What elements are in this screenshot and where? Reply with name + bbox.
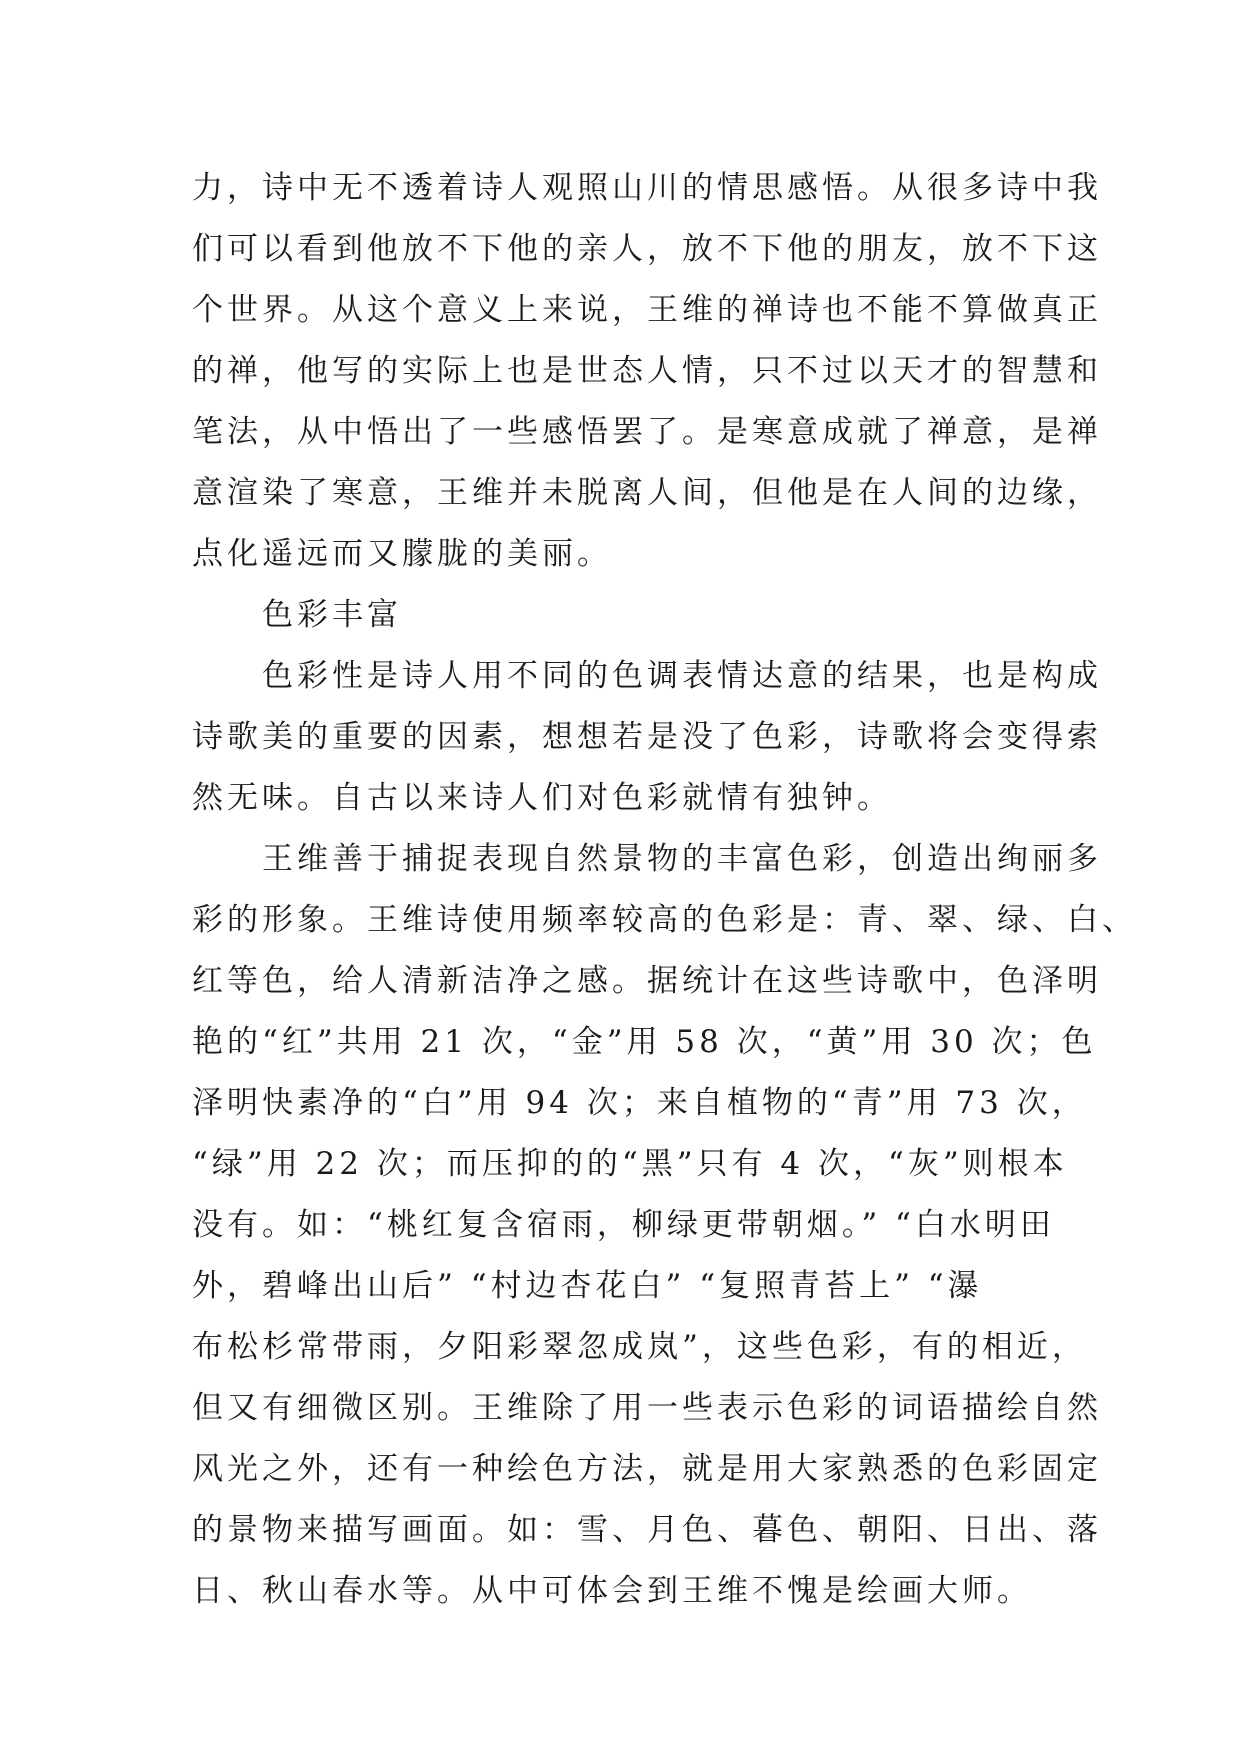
document-body (192, 158, 1137, 1622)
text-line: “绿”用 22 次；而压抑的的“黑”只有 4 次，“灰”则根本 (192, 1146, 1068, 1182)
text-line: 红等色，给人清新洁净之感。据统计在这些诗歌中，色泽明 (192, 963, 1102, 999)
text-line: 布松杉常带雨，夕阳彩翠忽成岚”，这些色彩，有的相近， (192, 1329, 1087, 1365)
text-line: 泽明快素净的“白”用 94 次；来自植物的“青”用 73 次， (192, 1085, 1087, 1121)
text-line: 笔法，从中悟出了一些感悟罢了。是寒意成就了禅意，是禅 (192, 414, 1102, 450)
text-line: 但又有细微区别。王维除了用一些表示色彩的词语描绘自然 (192, 1390, 1102, 1426)
text-line: 点化遥远而又朦胧的美丽。 (192, 536, 612, 572)
text-line: 风光之外，还有一种绘色方法，就是用大家熟悉的色彩固定 (192, 1451, 1102, 1487)
text-line: 力，诗中无不透着诗人观照山川的情思感悟。从很多诗中我 (192, 170, 1102, 206)
text-line: 诗歌美的重要的因素，想想若是没了色彩，诗歌将会变得索 (192, 719, 1102, 755)
paragraph (192, 158, 1102, 585)
section-heading (192, 585, 1062, 646)
section-heading-text: 色彩丰富 (262, 597, 402, 633)
text-line: 艳的“红”共用 21 次，“金”用 58 次，“黄”用 30 次；色 (192, 1024, 1097, 1060)
paragraph (192, 829, 1137, 1622)
text-line: 王维善于捕捉表现自然景物的丰富色彩，创造出绚丽多 (262, 841, 1102, 877)
text-line: 个世界。从这个意义上来说，王维的禅诗也不能不算做真正 (192, 292, 1102, 328)
text-line: 的景物来描写画面。如：雪、月色、暮色、朝阳、日出、落 (192, 1512, 1102, 1548)
text-line: 然无味。自古以来诗人们对色彩就情有独钟。 (192, 780, 892, 816)
text-line: 没有。如：“桃红复含宿雨，柳绿更带朝烟。” “白水明田 (192, 1207, 1055, 1243)
text-line: 们可以看到他放不下他的亲人，放不下他的朋友，放不下这 (192, 231, 1102, 267)
text-line: 日、秋山春水等。从中可体会到王维不愧是绘画大师。 (192, 1573, 1032, 1609)
text-line: 意渲染了寒意，王维并未脱离人间，但他是在人间的边缘， (192, 475, 1102, 511)
text-line: 彩的形象。王维诗使用频率较高的色彩是：青、翠、绿、白、 (192, 902, 1137, 938)
paragraph (192, 646, 1102, 829)
text-line: 的禅，他写的实际上也是世态人情，只不过以天才的智慧和 (192, 353, 1102, 389)
text-line: 色彩性是诗人用不同的色调表情达意的结果，也是构成 (262, 658, 1102, 694)
text-line: 外，碧峰出山后” “村边杏花白” “复照青苔上” “瀑 (192, 1268, 983, 1304)
